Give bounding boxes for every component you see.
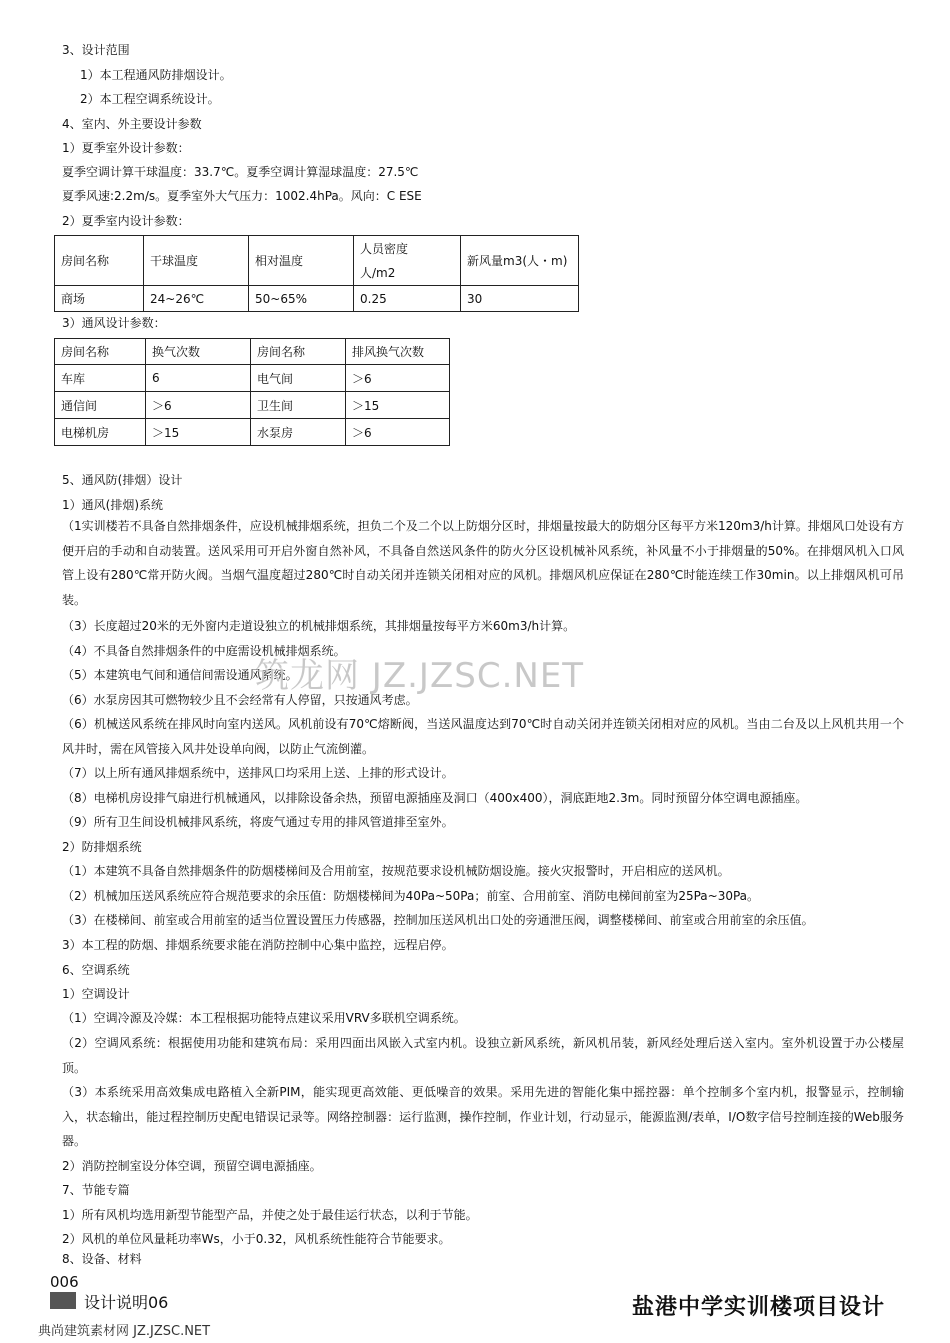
table-cell: 通信间 <box>55 392 146 419</box>
sec7-line-2: 2）风机的单位风量耗功率Ws，小于0.32，风机系统性能符合节能要求。 <box>62 1232 451 1246</box>
header-density-line-2: 人/m2 <box>360 265 396 280</box>
watermark: 筑龙网 JZ.JZSC.NET <box>255 656 585 696</box>
smoke-item-3: （3）在楼梯间、前室或合用前室的适当位置设置压力传感器，控制加压送风机出口处的旁通泄压阀，调整楼梯间、前室或合用前室的余压值。 <box>62 913 814 927</box>
table-row <box>55 365 450 392</box>
table-cell: 水泵房 <box>251 419 346 446</box>
ac-item-3: （3）本系统采用高效集成电路植入全新PIM，能实现更高效能、更低噪音的效果。采用先进的智能化集中摇控器：单个控制多个室内机，报警显示，控制输入，状态输出，能过程控制历史配电错误记录等。网络控制器：运行监测，操作控制，作业计划，行动显示，能源监测/表单，I/O数字信号控制连接的Web服务器。 <box>62 1085 904 1148</box>
table-row <box>55 286 579 312</box>
sec5-sub2: 2）防排烟系统 <box>62 840 142 854</box>
table-row <box>55 339 450 365</box>
table-cell: ＞15 <box>146 419 251 446</box>
table-cell: ＞6 <box>346 419 450 446</box>
table-cell: 车库 <box>55 365 146 392</box>
sec3-item-1: 1）本工程通风防排烟设计。 <box>80 68 232 82</box>
sec5-paragraph-6a: （6）水泵房因其可燃物较少且不会经常有人停留，只按通风考虑。 <box>62 693 418 707</box>
table-header-cell: 房间名称 <box>55 339 146 365</box>
table-cell: ＞15 <box>346 392 450 419</box>
table-header-cell: 房间名称 <box>251 339 346 365</box>
sec3-item-2: 2）本工程空调系统设计。 <box>80 92 220 106</box>
bottom-watermark: 典尚建筑素材网 JZ.JZSC.NET <box>38 1324 211 1339</box>
vent-param-table <box>54 338 450 446</box>
project-title: 盐港中学实训楼项目设计 <box>632 1295 886 1320</box>
table-cell: 电气间 <box>251 365 346 392</box>
header-density-line-1: 人员密度 <box>360 241 409 256</box>
section-marker-bar <box>50 1292 76 1309</box>
sec5-paragraph-1: （1实训楼若不具备自然排烟条件，应设机械排烟系统，担负二个及二个以上防烟分区时，排烟量按最大的防烟分区每平方米120m3/h计算。排烟风口处设有方便开启的手动和自动装置。送风采用可开启外窗自然补风，不具备自然送风条件的防火分区设机械补风系统，补风量不小于排烟量的50%。在排烟风机入口风管上设有280℃常开防火阀。当烟气温度超过280℃时自动关闭并连锁关闭相对应的风机。排烟风机应保证在280℃时能连续工作30min。以上排烟风机可吊装。 <box>62 519 904 607</box>
sec5-paragraph-7: （7）以上所有通风排烟系统中，送排风口均采用上送、上排的形式设计。 <box>62 766 454 780</box>
section-title: 设计说明06 <box>84 1293 169 1312</box>
sec6-sub2: 2）消防控制室设分体空调，预留空调电源插座。 <box>62 1159 322 1173</box>
table-header-cell: 排风换气次数 <box>346 339 450 365</box>
sec5-paragraph-9: （9）所有卫生间设机械排风系统，将废气通过专用的排风管道排至室外。 <box>62 815 454 829</box>
sec5-sub1: 1）通风(排烟)系统 <box>62 498 163 512</box>
table-row <box>55 392 450 419</box>
table-cell: 0.25 <box>354 286 461 312</box>
table-header-cell <box>354 236 461 286</box>
ac-item-1: （1）空调冷源及冷媒：本工程根据功能特点建议采用VRV多联机空调系统。 <box>62 1011 466 1025</box>
page-number: 006 <box>50 1273 79 1291</box>
sec5-paragraph-5: （5）本建筑电气间和通信间需设通风系统。 <box>62 668 298 682</box>
sec5-paragraph-6b: （6）机械送风系统在排风时向室内送风。风机前设有70℃熔断阀，当送风温度达到70℃时自动关闭并连锁关闭相对应的风机。当由二台及以上风机共用一个风井时，需在风管接入风井处设单向阀，以防止气流倒灌。 <box>62 717 904 756</box>
sec5-title: 5、通风防(排烟）设计 <box>62 473 183 487</box>
sec6-title: 6、空调系统 <box>62 963 130 977</box>
sec5-sub3: 3）本工程的防烟、排烟系统要求能在消防控制中心集中监控，远程启停。 <box>62 938 454 952</box>
sec7-title: 7、节能专篇 <box>62 1183 130 1197</box>
outdoor-line-2: 夏季风速:2.2m/s。夏季室外大气压力：1002.4hPa。风向：C ESE <box>62 189 422 203</box>
table-cell: 24~26℃ <box>144 286 249 312</box>
sec4-title: 4、室内、外主要设计参数 <box>62 117 202 131</box>
table-header-cell: 房间名称 <box>55 236 144 286</box>
sec7-line-1: 1）所有风机均选用新型节能型产品，并使之处于最佳运行状态，以利于节能。 <box>62 1208 478 1222</box>
indoor-param-table <box>54 235 579 312</box>
table-row <box>55 419 450 446</box>
sec8-title: 8、设备、材料 <box>62 1252 142 1266</box>
vent-title: 3）通风设计参数： <box>62 316 166 330</box>
table-cell: ＞6 <box>346 365 450 392</box>
ac-item-2: （2）空调风系统：根据使用功能和建筑布局：采用四面出风嵌入式室内机。设独立新风系统，新风机吊装，新风经处理后送入室内。室外机设置于办公楼屋顶。 <box>62 1036 904 1075</box>
table-header-cell: 干球温度 <box>144 236 249 286</box>
outdoor-title: 1）夏季室外设计参数： <box>62 141 190 155</box>
smoke-item-1: （1）本建筑不具备自然排烟条件的防烟楼梯间及合用前室，按规范要求设机械防烟设施。接火灾报警时，开启相应的送风机。 <box>62 864 730 878</box>
table-header-cell: 新风量m3(人・m) <box>461 236 579 286</box>
sec5-paragraph-4: （4）不具备自然排烟条件的中庭需设机械排烟系统。 <box>62 644 346 658</box>
table-header-cell: 相对温度 <box>249 236 354 286</box>
table-row <box>55 236 579 286</box>
table-header-cell: 换气次数 <box>146 339 251 365</box>
sec6-sub1: 1）空调设计 <box>62 987 130 1001</box>
sec5-paragraph-3: （3）长度超过20米的无外窗内走道设独立的机械排烟系统，其排烟量按每平方米60m3/h计算。 <box>62 619 576 633</box>
table-cell: 电梯机房 <box>55 419 146 446</box>
table-cell: 30 <box>461 286 579 312</box>
table-cell: 商场 <box>55 286 144 312</box>
sec5-paragraph-8: （8）电梯机房设排气扇进行机械通风，以排除设备余热，预留电源插座及洞口（400x400），洞底距地2.3m。同时预留分体空调电源插座。 <box>62 791 808 805</box>
table-cell: 6 <box>146 365 251 392</box>
table-cell: ＞6 <box>146 392 251 419</box>
outdoor-line-1: 夏季空调计算干球温度：33.7℃。夏季空调计算湿球温度：27.5℃ <box>62 165 419 179</box>
indoor-title: 2）夏季室内设计参数： <box>62 214 190 228</box>
smoke-item-2: （2）机械加压送风系统应符合规范要求的余压值：防烟楼梯间为40Pa~50Pa；前室、合用前室、消防电梯间前室为25Pa~30Pa。 <box>62 889 760 903</box>
sec3-title: 3、设计范围 <box>62 43 130 57</box>
table-cell: 卫生间 <box>251 392 346 419</box>
table-cell: 50~65% <box>249 286 354 312</box>
